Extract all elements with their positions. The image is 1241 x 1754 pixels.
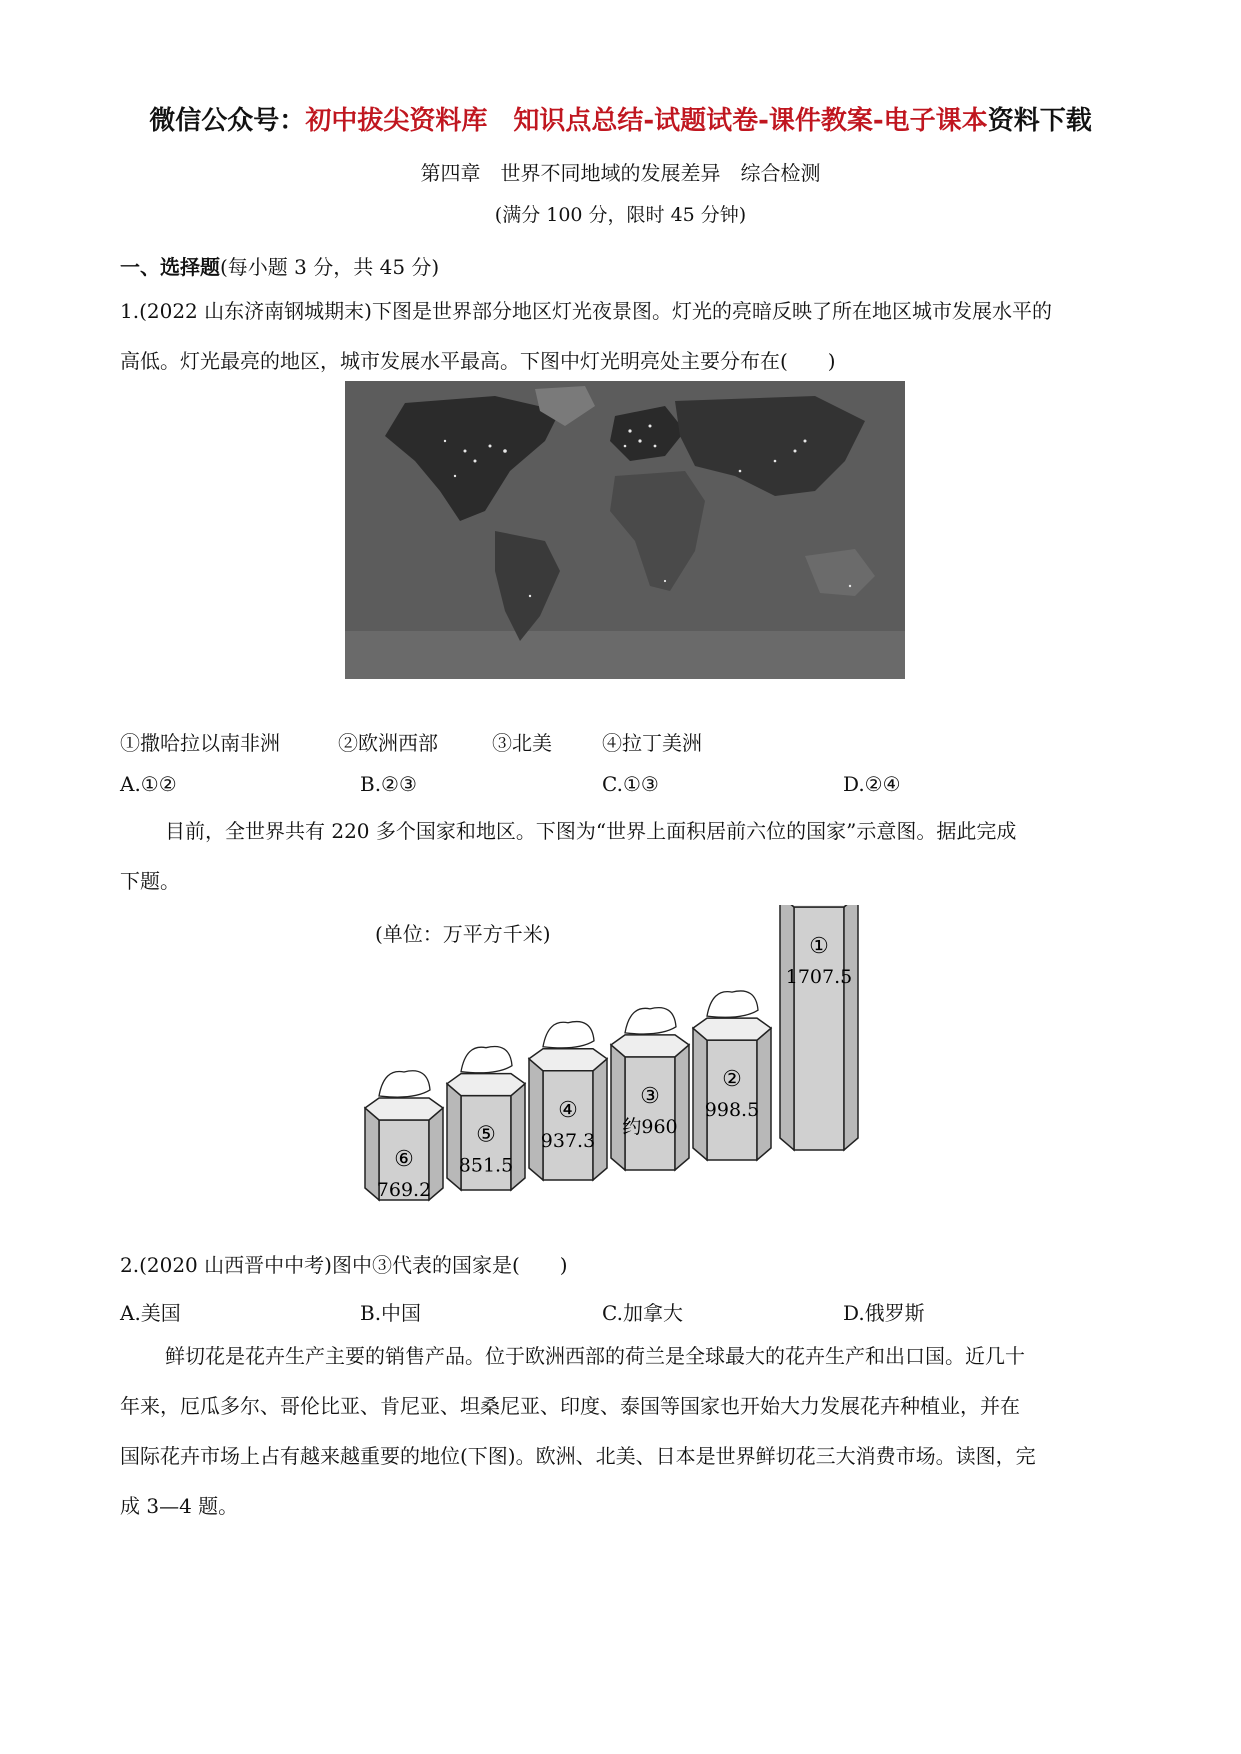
area-bar-5 <box>693 991 771 1160</box>
header-red-text: 初中拔尖资料库 知识点总结-试题试卷-课件教案-电子课本 <box>305 106 988 136</box>
bar-value-label: 851.5 <box>458 1154 514 1177</box>
q1-item-2: ②欧洲西部 <box>338 731 438 755</box>
area-chart-svg <box>360 905 885 1215</box>
q1-option-d[interactable]: D.②④ <box>843 772 901 796</box>
q1-option-b[interactable]: B.②③ <box>360 772 417 796</box>
header-prefix: 微信公众号： <box>149 106 306 136</box>
q1-item-1: ①撒哈拉以南非洲 <box>120 731 280 755</box>
q1-option-a[interactable]: A.①② <box>120 772 177 796</box>
para3-line-3: 国际花卉市场上占有越来越重要的地位(下图)。欧洲、北美、日本是世界鲜切花三大消费市场。读图，完 <box>120 1444 1036 1468</box>
q2-option-b[interactable]: B.中国 <box>360 1301 422 1325</box>
area-bar-6 <box>780 905 858 1150</box>
bar-rank-label: ④ <box>558 1097 578 1123</box>
country-silhouette-1 <box>379 1071 430 1097</box>
q1-item-4: ④拉丁美洲 <box>602 731 702 755</box>
bar-rank-label: ⑥ <box>394 1146 414 1172</box>
area-bar-1 <box>365 1071 443 1201</box>
bar-rank-label: ③ <box>640 1083 660 1109</box>
q2-option-d[interactable]: D.俄罗斯 <box>843 1301 925 1325</box>
country-silhouette-4 <box>625 1008 676 1034</box>
bar-value-label: 998.5 <box>704 1099 760 1122</box>
area-chart <box>360 905 885 1215</box>
para3-line-1: 鲜切花是花卉生产主要的销售产品。位于欧洲西部的荷兰是全球最大的花卉生产和出口国。近几十 <box>165 1344 1025 1368</box>
q1-option-c[interactable]: C.①③ <box>602 772 659 796</box>
q2-stem: 2.(2020 山西晋中中考)图中③代表的国家是( ) <box>120 1253 568 1277</box>
chart-unit-label: (单位：万平方千米) <box>375 922 551 946</box>
bar-value-label: 约960 <box>622 1115 678 1138</box>
country-silhouette-3 <box>543 1022 594 1048</box>
section-heading <box>120 242 1120 292</box>
para3-line-2: 年来，厄瓜多尔、哥伦比亚、肯尼亚、坦桑尼亚、印度、泰国等国家也开始大力发展花卉种植业，并在 <box>120 1394 1020 1418</box>
q1-item-3: ③北美 <box>492 731 552 755</box>
intro2-line-2: 下题。 <box>120 869 180 893</box>
page-subtitle: (满分 100 分，限时 45 分钟) <box>494 204 747 226</box>
para3-line-4: 成 3—4 题。 <box>120 1494 239 1518</box>
q2-option-c[interactable]: C.加拿大 <box>602 1301 683 1325</box>
q1-line-2: 高低。灯光最亮的地区，城市发展水平最高。下图中灯光明亮处主要分布在( ) <box>120 349 836 373</box>
area-bar-2 <box>447 1046 525 1190</box>
area-bar-4 <box>611 1008 689 1170</box>
section-note: (每小题 3 分，共 45 分) <box>220 255 440 279</box>
header-suffix: 资料下载 <box>987 106 1092 136</box>
bar-rank-label: ② <box>722 1067 742 1093</box>
page-title: 第四章 世界不同地域的发展差异 综合检测 <box>420 161 821 185</box>
country-silhouette-5 <box>707 991 758 1017</box>
intro2-line-1: 目前，全世界共有 220 多个国家和地区。下图为“世界上面积居前六位的国家”示意图。据此完成 <box>165 819 1017 843</box>
area-bar-3 <box>529 1022 607 1180</box>
bar-rank-label: ① <box>809 934 829 959</box>
country-silhouette-2 <box>461 1046 512 1072</box>
bar-value-label: 769.2 <box>376 1178 432 1201</box>
bar-value-label: 1707.5 <box>785 966 853 988</box>
night-lights-map <box>345 381 905 679</box>
bar-value-label: 937.3 <box>540 1129 596 1152</box>
q2-option-a[interactable]: A.美国 <box>120 1301 181 1325</box>
page-header <box>0 100 1241 137</box>
bar-rank-label: ⑤ <box>476 1122 496 1148</box>
section-label: 一、选择题 <box>120 255 220 279</box>
q1-line-1: 1.(2022 山东济南钢城期末)下图是世界部分地区灯光夜景图。灯光的亮暗反映了所在地区城市发展水平的 <box>120 299 1052 323</box>
world-map-image <box>345 381 905 679</box>
